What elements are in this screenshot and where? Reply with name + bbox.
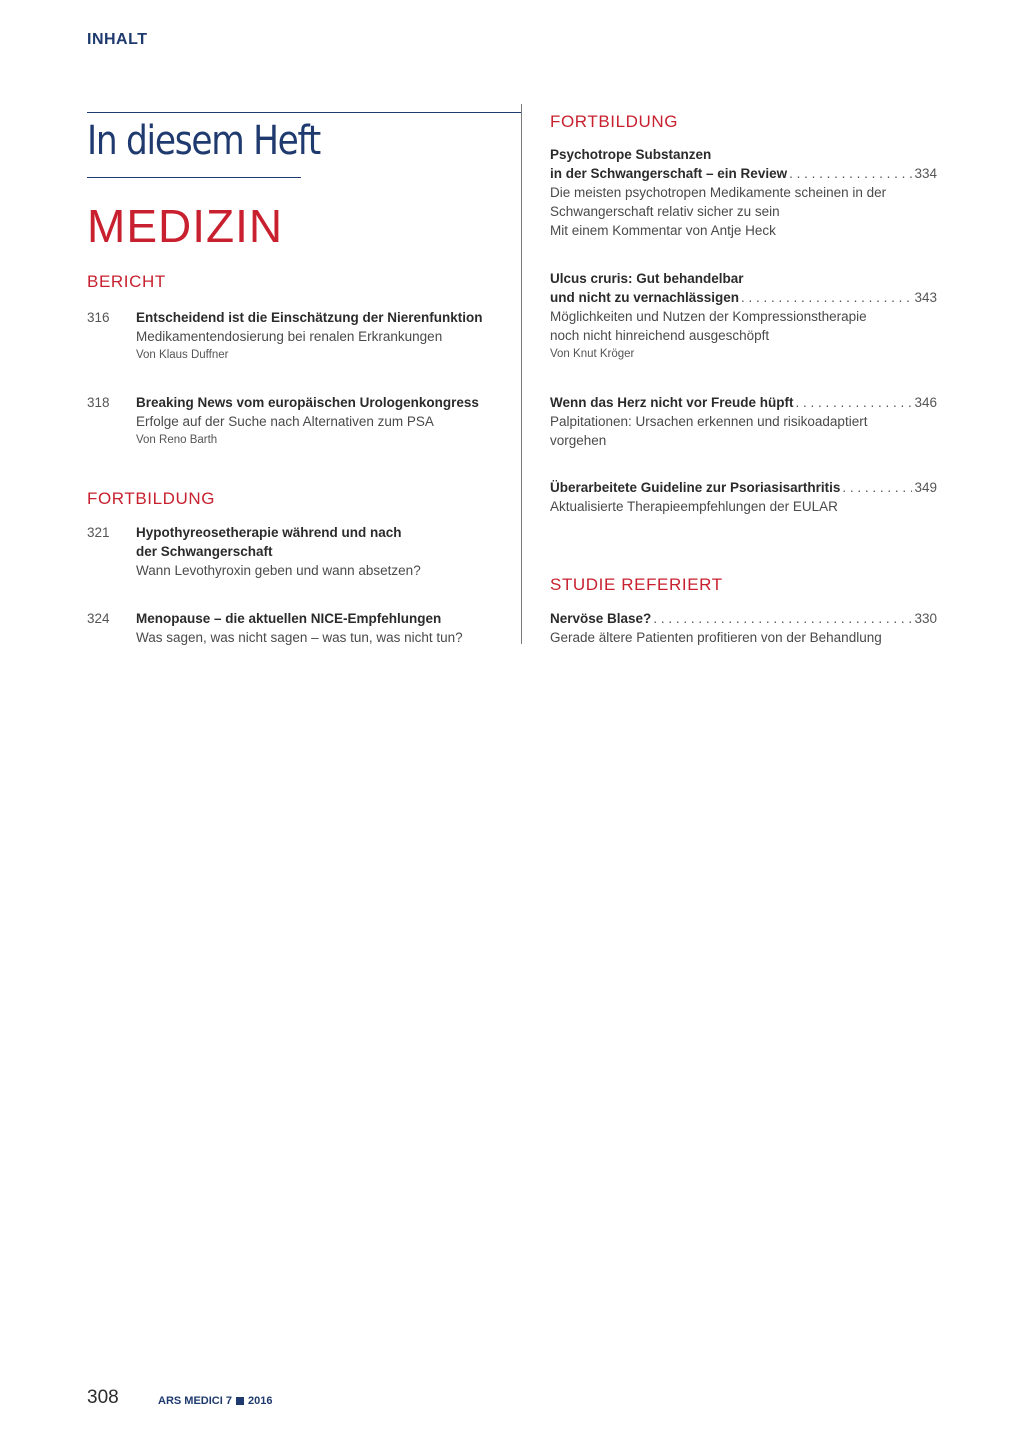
- footer-year: 2016: [247, 1395, 273, 1407]
- section-heading-fortbildung: FORTBILDUNG: [87, 489, 216, 508]
- toc-page-number: 316: [87, 310, 110, 325]
- footer-page-number: 308: [87, 1387, 119, 1408]
- toc-entry-subtitle: Die meisten psychotropen Medikamente scheinen in der: [550, 185, 887, 200]
- toc-entry-subtitle: Aktualisierte Therapieempfehlungen der EULAR: [550, 499, 838, 514]
- toc-entry[interactable]: [0, 523, 522, 583]
- toc-entry-subtitle: Palpitationen: Ursachen erkennen und risikoadaptiert: [550, 414, 868, 429]
- toc-entry-title: und nicht zu vernachlässigen: [550, 290, 740, 305]
- toc-entry-title: Menopause – die aktuellen NICE-Empfehlungen: [136, 611, 442, 626]
- title-rule-bottom: [87, 177, 301, 178]
- square-icon: [236, 1397, 244, 1405]
- leader-dots: [789, 164, 912, 183]
- toc-entry-title: Ulcus cruris: Gut behandelbar: [550, 271, 744, 286]
- page-title: In diesem Heft: [87, 118, 320, 164]
- toc-entry[interactable]: [550, 609, 937, 647]
- toc-entry-title: in der Schwangerschaft – ein Review: [550, 166, 788, 181]
- toc-leader-line: [550, 288, 937, 307]
- toc-entry-author: Von Knut Kröger: [550, 348, 635, 360]
- toc-leader-line: [550, 609, 937, 628]
- toc-entry[interactable]: [550, 478, 937, 516]
- toc-entry-title: Entscheidend ist die Einschätzung der Nierenfunktion: [136, 310, 483, 325]
- toc-entry-subtitle: Möglichkeiten und Nutzen der Kompressionstherapie: [550, 309, 867, 324]
- toc-page-number: 343: [914, 290, 937, 305]
- toc-entry-title: Überarbeitete Guideline zur Psoriasisarthritis: [550, 480, 841, 495]
- toc-entry[interactable]: [0, 609, 522, 649]
- toc-entry-title: Wenn das Herz nicht vor Freude hüpft: [550, 395, 794, 410]
- toc-entry-title: Hypothyreosetherapie während und nach: [136, 525, 402, 540]
- toc-entry-subtitle: Was sagen, was nicht sagen – was tun, was nicht tun?: [136, 630, 463, 645]
- leader-dots: [796, 393, 913, 412]
- title-rule-top: [87, 112, 521, 113]
- toc-entry-author: Von Reno Barth: [136, 434, 218, 446]
- toc-entry-subtitle: Erfolge auf der Suche nach Alternativen zum PSA: [136, 414, 434, 429]
- toc-page-number: 330: [914, 611, 937, 626]
- toc-entry-subtitle: Schwangerschaft relativ sicher zu sein: [550, 204, 780, 219]
- toc-leader-line: [550, 478, 937, 497]
- toc-entry-author: Von Klaus Duffner: [136, 349, 229, 361]
- toc-entry[interactable]: [0, 308, 522, 368]
- leader-dots: [842, 478, 912, 497]
- toc-entry-subtitle: Mit einem Kommentar von Antje Heck: [550, 223, 776, 238]
- leader-dots: [653, 609, 912, 628]
- toc-entry-title: Nervöse Blase?: [550, 611, 652, 626]
- toc-page-number: 324: [87, 611, 110, 626]
- toc-entry[interactable]: [550, 269, 937, 364]
- section-heading-fortbildung-right: FORTBILDUNG: [550, 112, 679, 131]
- toc-leader-line: [550, 393, 937, 412]
- toc-entry-subtitle: Medikamentendosierung bei renalen Erkrankungen: [136, 329, 443, 344]
- section-label: INHALT: [87, 31, 148, 48]
- toc-page-number: 334: [914, 166, 937, 181]
- footer-magazine-name: ARS MEDICI 7: [158, 1395, 232, 1407]
- toc-entry[interactable]: [550, 393, 937, 450]
- toc-page-number: 349: [914, 480, 937, 495]
- toc-entry-subtitle: Wann Levothyroxin geben und wann absetzen?: [136, 563, 421, 578]
- category-heading: MEDIZIN: [87, 200, 284, 252]
- toc-entry-subtitle: vorgehen: [550, 433, 607, 448]
- toc-entry-title: Psychotrope Substanzen: [550, 147, 712, 162]
- toc-page-number: 346: [914, 395, 937, 410]
- toc-page-number: 318: [87, 395, 110, 410]
- section-heading-studie: STUDIE REFERIERT: [550, 575, 723, 594]
- toc-entry[interactable]: [0, 393, 522, 453]
- toc-page-number: 321: [87, 525, 110, 540]
- toc-entry-title: Breaking News vom europäischen Urologenkongress: [136, 395, 479, 410]
- leader-dots: [741, 288, 912, 307]
- toc-entry-title: der Schwangerschaft: [136, 544, 273, 559]
- footer-magazine: [158, 1395, 272, 1407]
- toc-entry-subtitle: noch nicht hinreichend ausgeschöpft: [550, 328, 770, 343]
- toc-entry[interactable]: [550, 145, 937, 240]
- toc-leader-line: [550, 164, 937, 183]
- toc-entry-subtitle: Gerade ältere Patienten profitieren von der Behandlung: [550, 630, 882, 645]
- section-heading-bericht: BERICHT: [87, 272, 166, 291]
